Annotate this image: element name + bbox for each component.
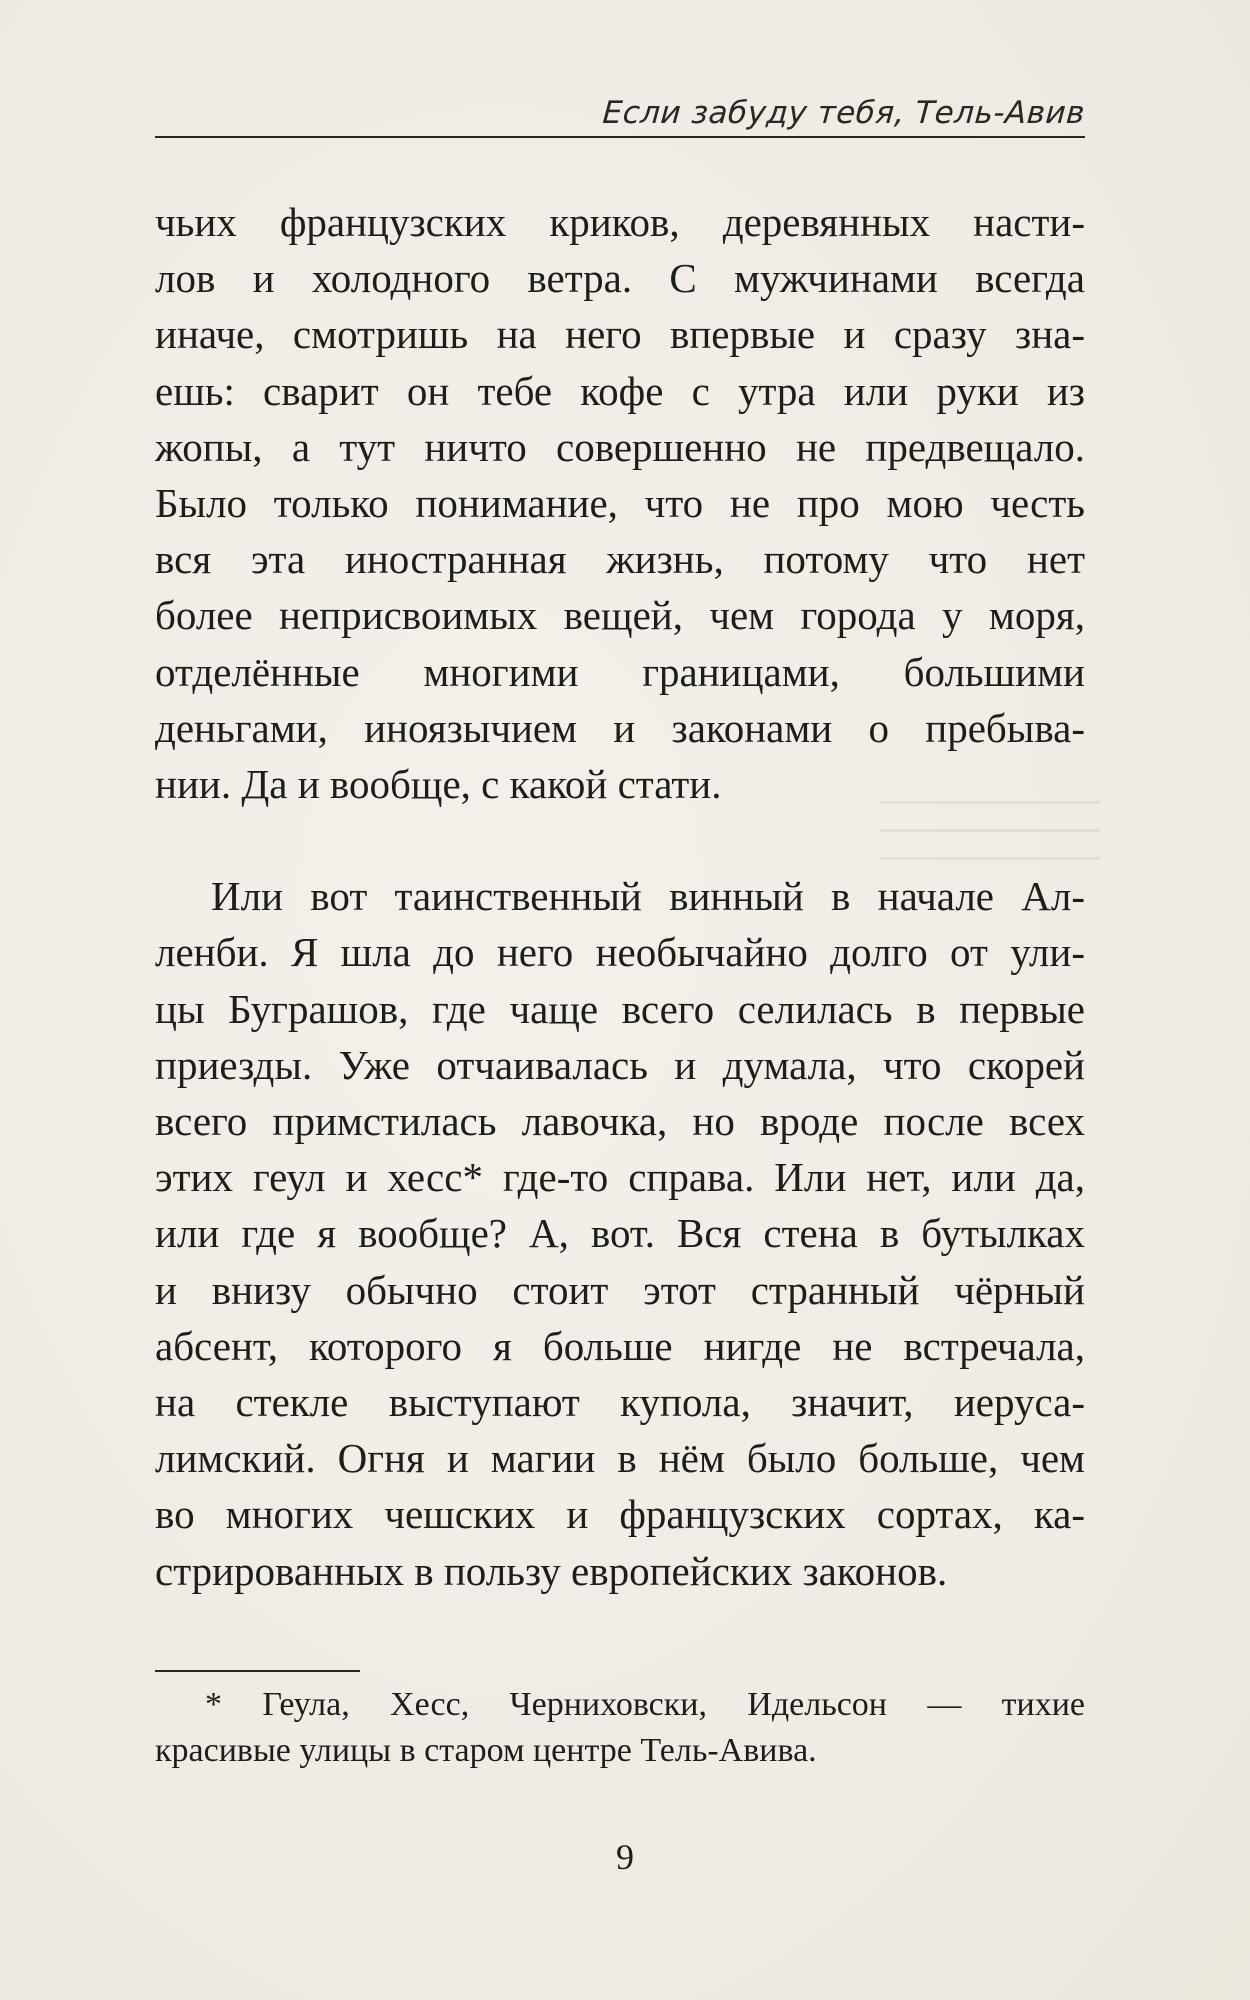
text-line: отделённые многими границами, большими bbox=[155, 648, 1085, 695]
text-line: деньгами, иноязычием и законами о пребыва- bbox=[155, 704, 1085, 751]
text-line: всего примстилась лавочка, но вроде после всех bbox=[155, 1098, 1085, 1144]
text-line: более неприсвоимых вещей, чем города у моря, bbox=[155, 592, 1085, 639]
paragraph-1 bbox=[155, 194, 1085, 812]
running-head: Если забуду тебя, Тель-Авив bbox=[601, 95, 1087, 131]
footnote-line: красивые улицы в старом центре Тель-Авива. bbox=[155, 1732, 817, 1769]
header-rule bbox=[155, 136, 1085, 138]
text-line: ленби. Я шла до него необычайно долго от ули- bbox=[155, 929, 1085, 976]
text-line: лов и холодного ветра. С мужчинами всегда bbox=[155, 255, 1085, 302]
text-line: Было только понимание, что не про мою честь bbox=[155, 479, 1085, 526]
text-line: на стекле выступают купола, значит, иеруса- bbox=[155, 1378, 1085, 1425]
footnote-line: * Геула, Хесс, Черниховски, Идельсон — тихие bbox=[205, 1686, 1085, 1723]
paragraph-2 bbox=[155, 868, 1085, 1598]
text-line: ешь: сварит он тебе кофе с утра или руки из bbox=[155, 367, 1085, 414]
text-line: чьих французских криков, деревянных насти- bbox=[155, 199, 1085, 245]
text-line: приезды. Уже отчаивалась и думала, что скорей bbox=[155, 1041, 1085, 1088]
body-text bbox=[155, 194, 1085, 1599]
page-number: 9 bbox=[616, 1837, 634, 1877]
text-line: вся эта иностранная жизнь, потому что нет bbox=[155, 536, 1085, 583]
text-line: или где я вообще? А, вот. Вся стена в бутылках bbox=[155, 1210, 1085, 1257]
text-line: цы Буграшов, где чаще всего селилась в первые bbox=[155, 985, 1085, 1032]
text-line: во многих чешских и французских сортах, ка- bbox=[155, 1491, 1085, 1538]
text-line: жопы, а тут ничто совершенно не предвещало. bbox=[155, 423, 1085, 470]
text-line: абсент, которого я больше нигде не встречала, bbox=[155, 1322, 1085, 1369]
text-line: лимский. Огня и магии в нём было больше, чем bbox=[155, 1435, 1085, 1482]
footnote bbox=[155, 1682, 1085, 1774]
text-line: стрированных в пользу европейских законов. bbox=[155, 1547, 948, 1594]
text-line: Или вот таинственный винный в начале Ал- bbox=[211, 873, 1085, 920]
text-line: и внизу обычно стоит этот странный чёрный bbox=[155, 1266, 1085, 1313]
text-line: иначе, смотришь на него впервые и сразу зна- bbox=[155, 311, 1085, 358]
paragraph-spacer bbox=[155, 812, 1085, 868]
text-line: этих геул и хесс* где-то справа. Или нет, или да, bbox=[155, 1154, 1085, 1201]
text-line: нии. Да и вообще, с какой стати. bbox=[155, 760, 722, 807]
footnote-rule bbox=[155, 1670, 360, 1672]
